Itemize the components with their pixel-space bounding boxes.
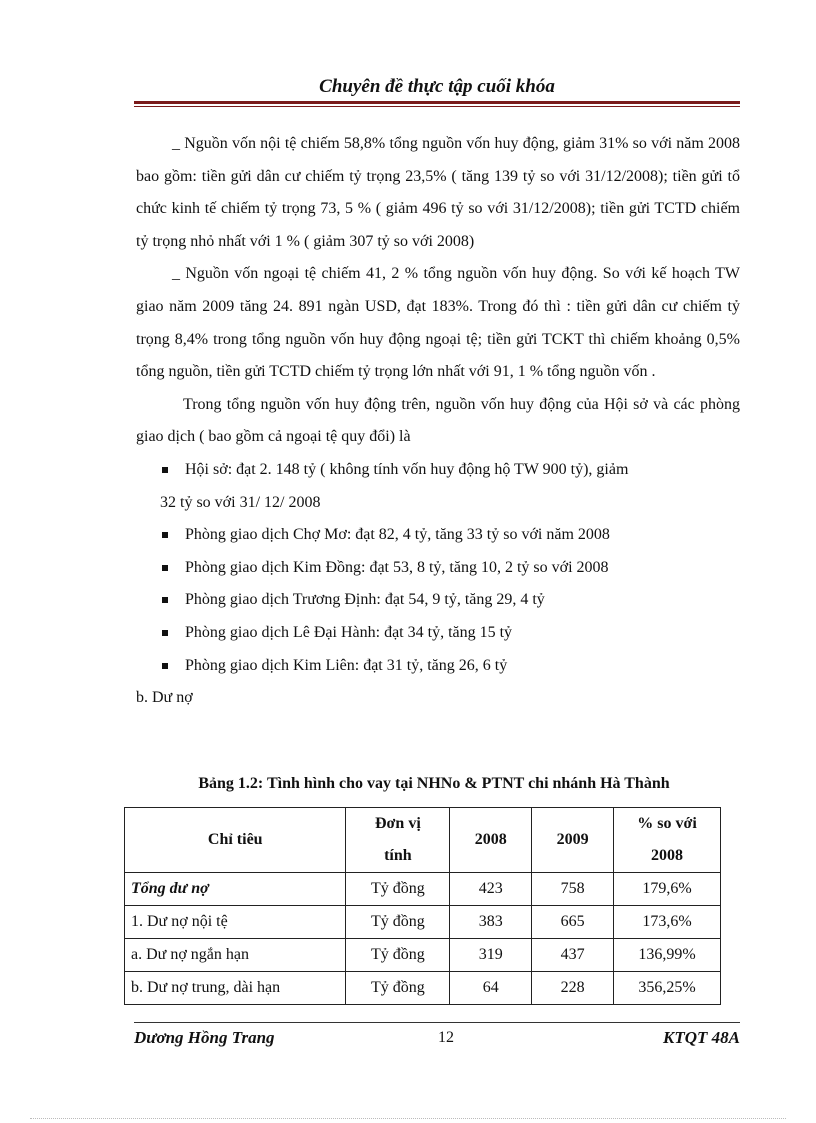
table-cell: 64 bbox=[450, 972, 532, 1005]
footer-class: KTQT 48A bbox=[663, 1028, 740, 1047]
header-cell bbox=[614, 808, 721, 873]
header-cell: 2008 bbox=[450, 808, 532, 873]
table-cell: Tỷ đồng bbox=[346, 972, 450, 1005]
table-cell: 136,99% bbox=[614, 939, 721, 972]
bullet-square-icon bbox=[162, 597, 168, 603]
bullet-square-icon bbox=[162, 565, 168, 571]
header-rule-thin bbox=[134, 106, 740, 107]
header-cell: 2009 bbox=[532, 808, 614, 873]
header-cell bbox=[346, 808, 450, 873]
page-bottom-divider bbox=[30, 1118, 786, 1119]
header-cell-line: 2008 bbox=[651, 847, 684, 864]
table-header-row bbox=[125, 808, 721, 873]
table-row bbox=[125, 939, 721, 972]
list-item bbox=[136, 650, 740, 683]
table-cell: 423 bbox=[450, 873, 532, 906]
bullet-square-icon bbox=[162, 467, 168, 473]
table-cell: Tổng dư nợ bbox=[125, 873, 346, 906]
paragraph-local-currency: _ Nguồn vốn nội tệ chiếm 58,8% tổng nguồn vốn huy động, giảm 31% so với năm 2008 bao gồm: tiền gửi dân cư chiếm tỷ trọng 23,5% ( tăng 139 tỷ so với 31/12/2008); tiền gửi tổ chức kinh tế chiếm tỷ trọng 73, 5 % ( giảm 496 tỷ so với 31/12/2008); tiền gửi TCTD chiếm tỷ trọng nhỏ nhất với 1 % ( giảm 307 tỷ so với 2008) bbox=[136, 135, 740, 250]
loan-table bbox=[124, 807, 721, 1005]
table-row bbox=[125, 873, 721, 906]
table-cell: Tỷ đồng bbox=[346, 939, 450, 972]
table-cell: 319 bbox=[450, 939, 532, 972]
list-item bbox=[136, 584, 740, 617]
list-item bbox=[136, 552, 740, 585]
table-cell: 437 bbox=[532, 939, 614, 972]
list-item-text-continued: 32 tỷ so với 31/ 12/ 2008 bbox=[160, 493, 321, 511]
table-cell: 179,6% bbox=[614, 873, 721, 906]
header-cell-line: tính bbox=[384, 847, 412, 864]
table-cell: 665 bbox=[532, 906, 614, 939]
list-item-text: Phòng giao dịch Lê Đại Hành: đạt 34 tỷ, tăng 15 tỷ bbox=[185, 623, 513, 641]
header-rule-thick bbox=[134, 101, 740, 104]
table-cell: 228 bbox=[532, 972, 614, 1005]
list-item bbox=[136, 519, 740, 552]
body-text bbox=[136, 128, 740, 715]
list-item bbox=[136, 454, 740, 519]
table-cell: a. Dư nợ ngắn hạn bbox=[125, 939, 346, 972]
list-item-text: Phòng giao dịch Kim Đồng: đạt 53, 8 tỷ, tăng 10, 2 tỷ so với 2008 bbox=[185, 558, 609, 576]
header-cell: Chỉ tiêu bbox=[125, 808, 346, 873]
header-cell-line: % so với bbox=[637, 815, 697, 832]
list-item-text: Hội sở: đạt 2. 148 tỷ ( không tính vốn huy động hộ TW 900 tỷ), giảm bbox=[185, 460, 629, 478]
paragraph-foreign-currency: _ Nguồn vốn ngoại tệ chiếm 41, 2 % tổng nguồn vốn huy động. So với kế hoạch TW giao năm 2009 tăng 24. 891 ngàn USD, đạt 183%. Trong đó thì : tiền gửi dân cư chiếm tỷ trọng 8,4% trong tổng nguồn vốn huy động ngoại tệ; tiền gửi TCKT thì chiếm khoảng 0,5% tổng nguồn, tiền gửi TCTD chiếm tỷ trọng lớn nhất với 91, 1 % tổng nguồn vốn . bbox=[136, 265, 740, 381]
table-cell: 173,6% bbox=[614, 906, 721, 939]
paragraph-branches-intro: Trong tổng nguồn vốn huy động trên, nguồn vốn huy động của Hội sở và các phòng giao dịch ( bao gồm cả ngoại tệ quy đổi) là bbox=[136, 395, 740, 446]
table-caption: Bảng 1.2: Tình hình cho vay tại NHNo & PTNT chi nhánh Hà Thành bbox=[198, 775, 670, 792]
footer-rule bbox=[134, 1022, 740, 1023]
list-item bbox=[136, 617, 740, 650]
footer-page-number: 12 bbox=[438, 1029, 454, 1046]
table-cell: 758 bbox=[532, 873, 614, 906]
list-item-text: Phòng giao dịch Chợ Mơ: đạt 82, 4 tỷ, tăng 33 tỷ so với năm 2008 bbox=[185, 526, 610, 544]
table-cell: 383 bbox=[450, 906, 532, 939]
branch-list bbox=[136, 454, 740, 682]
table-cell: b. Dư nợ trung, dài hạn bbox=[125, 972, 346, 1005]
table-row bbox=[125, 906, 721, 939]
list-item-text: Phòng giao dịch Trương Định: đạt 54, 9 tỷ, tăng 29, 4 tỷ bbox=[185, 591, 545, 609]
page-header-title: Chuyên đề thực tập cuối khóa bbox=[319, 76, 555, 97]
footer-author: Dương Hồng Trang bbox=[134, 1028, 275, 1047]
list-item-text: Phòng giao dịch Kim Liên: đạt 31 tỷ, tăng 26, 6 tỷ bbox=[185, 656, 508, 674]
bullet-square-icon bbox=[162, 663, 168, 669]
table-row bbox=[125, 972, 721, 1005]
header-cell-line: Đơn vị bbox=[375, 815, 421, 832]
bullet-square-icon bbox=[162, 532, 168, 538]
table-cell: 356,25% bbox=[614, 972, 721, 1005]
bullet-square-icon bbox=[162, 630, 168, 636]
table-cell: Tỷ đồng bbox=[346, 906, 450, 939]
table-cell: 1. Dư nợ nội tệ bbox=[125, 906, 346, 939]
table-cell: Tỷ đồng bbox=[346, 873, 450, 906]
subheading-outstanding-loans: b. Dư nợ bbox=[136, 689, 193, 707]
